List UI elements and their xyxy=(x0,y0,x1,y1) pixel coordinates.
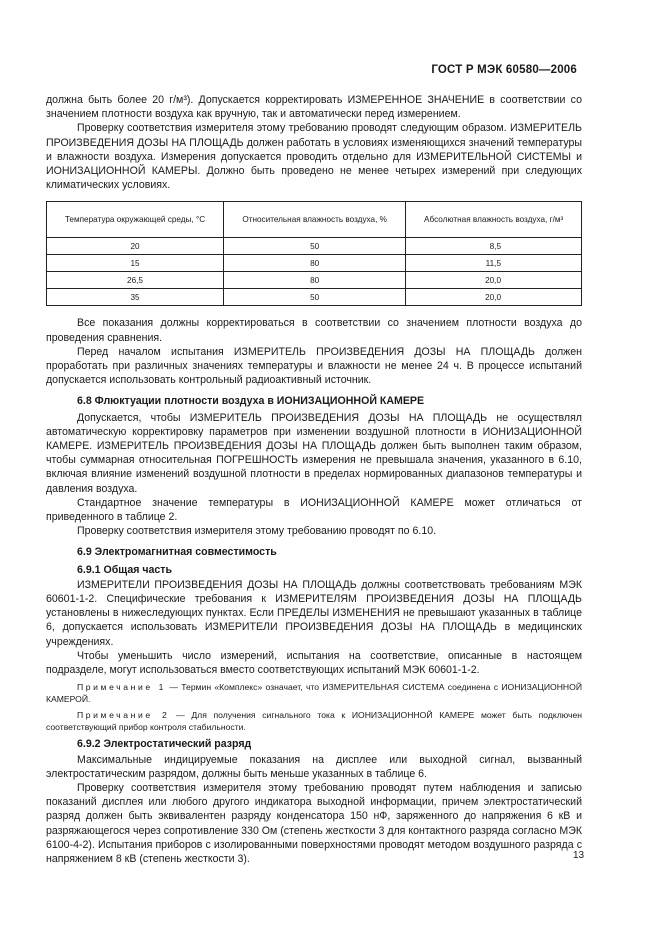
table-header-cell: Относительная влажность воздуха, % xyxy=(224,202,406,238)
table-cell: 15 xyxy=(47,255,224,272)
table-row xyxy=(47,289,582,306)
paragraph: Все показания должны корректироваться в соответствии со значением плотности воздуха до проведения сравнения. xyxy=(46,317,582,344)
paragraph: Перед началом испытания ИЗМЕРИТЕЛЬ ПРОИЗВЕДЕНИЯ ДОЗЫ НА ПЛОЩАДЬ должен проработать при различных значениях температуры и влажности не менее 24 ч. В процессе испытаний допускается использовать контрольный радиоактивный источник. xyxy=(46,345,582,387)
paragraph: Стандартное значение температуры в ИОНИЗАЦИОННОЙ КАМЕРЕ может отличаться от приведенного в таблице 2. xyxy=(46,496,582,524)
paragraph: Чтобы уменьшить число измерений, испытания на соответствие, описанные в настоящем подразделе, могут использоваться вместо соответствующих испытаний МЭК 60601-1-2. xyxy=(46,649,582,677)
table-header-row xyxy=(47,202,582,238)
document-body xyxy=(46,93,585,866)
section-heading-6-9: 6.9 Электромагнитная совместимость xyxy=(77,546,277,559)
table-cell: 20,0 xyxy=(406,289,582,306)
paragraph: Проверку соответствия измерителя этому требованию проводят по 6.10. xyxy=(77,525,437,538)
table-cell: 80 xyxy=(224,272,406,289)
table-cell: 20 xyxy=(47,238,224,255)
paragraph: Максимальные индицируемые показания на дисплее или выходной сигнал, вызванный электростатическим разрядом, должны быть меньше указанных в таблице 6. xyxy=(46,753,582,780)
table-cell: 50 xyxy=(224,238,406,255)
note-1 xyxy=(46,681,582,705)
table-cell: 26,5 xyxy=(47,272,224,289)
paragraph: Допускается, чтобы ИЗМЕРИТЕЛЬ ПРОИЗВЕДЕНИЯ ДОЗЫ НА ПЛОЩАДЬ не осуществлял автоматическую корректировку параметров при изменении воздушной плотности в ИОНИЗАЦИОННОЙ КАМЕРЕ. ИЗМЕРИТЕЛЬ ПРОИЗВЕДЕНИЯ ДОЗЫ НА ПЛОЩАДЬ должен быть выполнен таким образом, чтобы суммарная относительная ПОГРЕШНОСТЬ измерения не превышала значения, указанного в 6.10, включая влияние изменений воздушной плотности в пределах нормированных диапазонов температуры и давления воздуха. xyxy=(46,411,582,495)
section-heading-6-9-2: 6.9.2 Электростатический разряд xyxy=(77,738,252,751)
paragraph: должна быть более 20 г/м³). Допускается корректировать ИЗМЕРЕННОЕ ЗНАЧЕНИЕ в соответствии со значением плотности воздуха как вручную, так и автоматически перед измерением. xyxy=(46,94,582,121)
table-cell: 80 xyxy=(224,255,406,272)
page-number: 13 xyxy=(573,850,585,861)
paragraph: Проверку соответствия измерителя этому требованию проводят путем наблюдения и записью показаний дисплея или любого другого индикатора выходной информации, причем электростатический разряд должен быть эквивалентен разряду конденсатора 150 нФ, заряженного до напряжения 6 кВ и разряжающегося через сопротивление 330 Ом (степень жесткости 3 для контактного разряда согласно МЭК 6100-4-2). Испытания приборов с изолированными поверхностями проводят методом воздушного разряда с напряжением 8 кВ (степень жесткости 3). xyxy=(46,781,582,865)
table-cell: 8,5 xyxy=(406,238,582,255)
table-header-cell: Абсолютная влажность воздуха, г/м³ xyxy=(406,202,582,238)
table-cell: 11,5 xyxy=(406,255,582,272)
note-label: Примечание 2 xyxy=(77,710,170,721)
climate-conditions-table xyxy=(46,201,582,306)
section-heading-6-9-1: 6.9.1 Общая часть xyxy=(77,563,173,576)
table-header-cell: Температура окружающей среды, °С xyxy=(47,202,224,238)
table-cell: 20,0 xyxy=(406,272,582,289)
table-cell: 50 xyxy=(224,289,406,306)
table-cell: 35 xyxy=(47,289,224,306)
note-text: — Для получения сигнального тока к ИОНИЗАЦИОННОЙ КАМЕРЕ может быть подключен соответствующий прибор контроля стабильности. xyxy=(46,710,582,733)
note-2 xyxy=(46,709,582,733)
note-label: Примечание 1 xyxy=(77,682,167,693)
note-text: — Термин «Комплекс» означает, что ИЗМЕРИТЕЛЬНАЯ СИСТЕМА соединена с ИОНИЗАЦИОННОЙ КАМЕРОЙ. xyxy=(46,682,582,705)
table-row xyxy=(47,255,582,272)
paragraph: Проверку соответствия измерителя этому требованию проводят следующим образом. ИЗМЕРИТЕЛЬ ПРОИЗВЕДЕНИЯ ДОЗЫ НА ПЛОЩАДЬ должен работать в условиях изменяющихся значений температуры и влажности воздуха. Измерения допускается проводить отдельно для ИЗМЕРИТЕЛЬНОЙ СИСТЕМЫ и ИОНИЗАЦИОННОЙ КАМЕРЫ. Должно быть проведено не менее четырех измерений при следующих климатических условиях. xyxy=(46,122,582,192)
document-header: ГОСТ Р МЭК 60580—2006 xyxy=(431,64,577,76)
paragraph: ИЗМЕРИТЕЛИ ПРОИЗВЕДЕНИЯ ДОЗЫ НА ПЛОЩАДЬ должны соответствовать требованиям МЭК 60601-1-2. Специфические требования к ИЗМЕРИТЕЛЯМ ПРОИЗВЕДЕНИЯ ДОЗЫ НА ПЛОЩАДЬ установлены в нижеследующих пунктах. Если ПРЕДЕЛЫ ИЗМЕНЕНИЯ не превышают указанных в таблице 6, допускается использовать ИЗМЕРИТЕЛИ ПРОИЗВЕДЕНИЯ ДОЗЫ НА ПЛОЩАДЬ в медицинских учреждениях. xyxy=(46,578,582,648)
table-row xyxy=(47,238,582,255)
section-heading-6-8: 6.8 Флюктуации плотности воздуха в ИОНИЗАЦИОННОЙ КАМЕРЕ xyxy=(77,395,425,408)
climate-conditions-table-wrapper xyxy=(46,201,582,306)
table-row xyxy=(47,272,582,289)
